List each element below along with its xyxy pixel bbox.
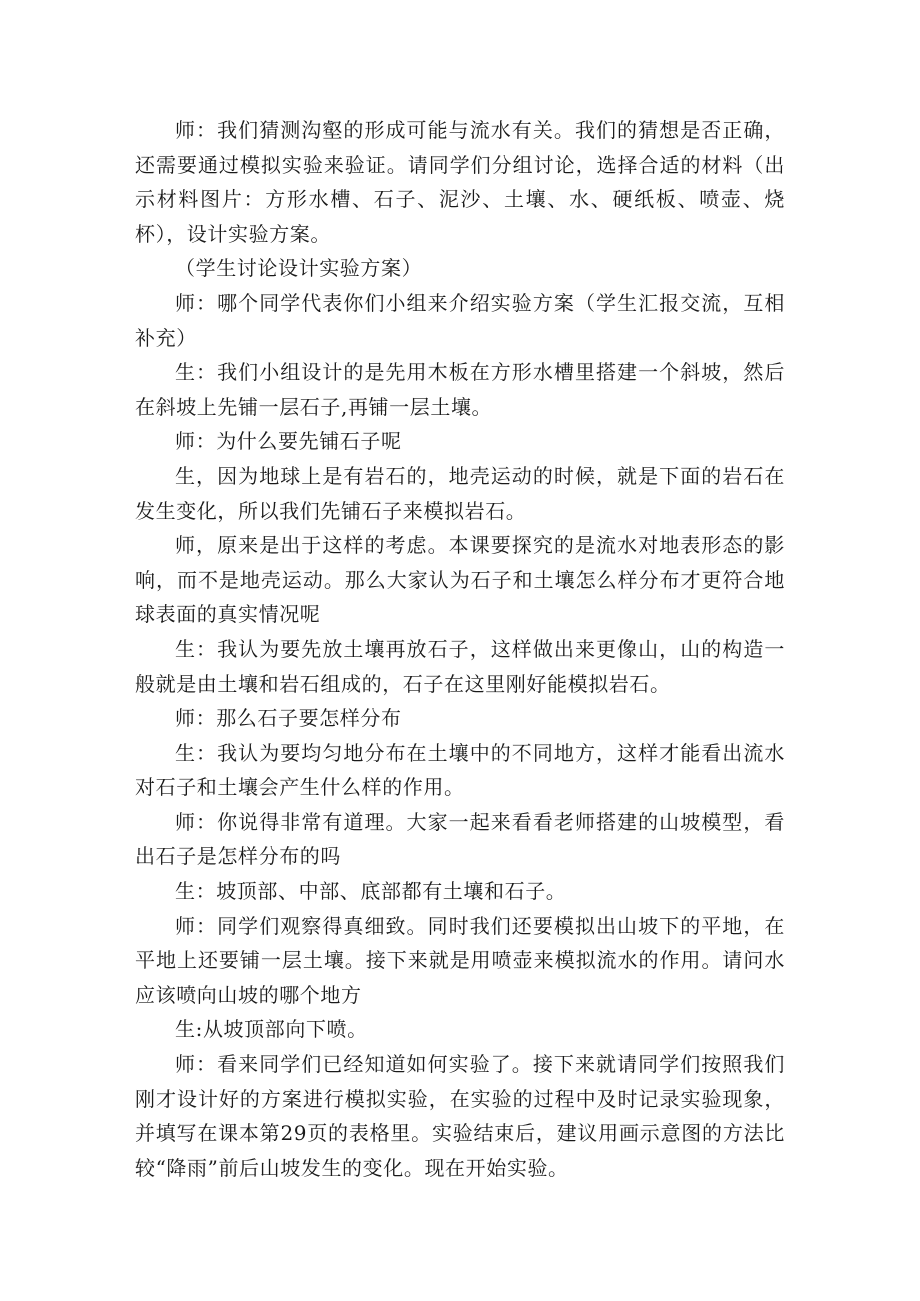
paragraph-teacher-spray: 师：同学们观察得真细致。同时我们还要模拟出山坡下的平地，在平地上还要铺一层土壤。接下来就是用喷壶来模拟流水的作用。请问水应该喷向山坡的哪个地方: [135, 913, 785, 1007]
paragraph-teacher-why-stones: 师：为什么要先铺石子呢: [175, 429, 402, 454]
paragraph-teacher-model: 师：你说得非常有道理。大家一起来看看老师搭建的山坡模型，看出石子是怎样分布的吗: [135, 809, 785, 869]
paragraph-teacher-distribution: 师：那么石子要怎样分布: [175, 706, 402, 731]
paragraph-teacher-start: 师：看来同学们已经知道如何实验了。接下来就请同学们按照我们刚才设计好的方案进行模拟实验，在实验的过程中及时记录实验现象，并填写在课本第29页的表格里。实验结束后，建议用画示意图的方法比较“降雨”前后山坡发生的变化。现在开始实验。: [135, 1052, 785, 1180]
paragraph-student-even: 生：我认为要均匀地分布在土壤中的不同地方，这样才能看出流水对石子和土壤会产生什么样的作用。: [135, 740, 785, 800]
document-body: [135, 113, 785, 1185]
paragraph-teacher-hypothesis: 师：我们猜测沟壑的形成可能与流水有关。我们的猜想是否正确，还需要通过模拟实验来验证。请同学们分组讨论，选择合适的材料（出示材料图片：方形水槽、石子、泥沙、土壤、水、硬纸板、喷壶、烧杯），设计实验方案。: [135, 118, 785, 246]
paragraph-student-plan: 生：我们小组设计的是先用木板在方形水槽里搭建一个斜坡，然后在斜坡上先铺一层石子,再铺一层土壤。: [135, 360, 785, 419]
paragraph-teacher-ask-plan: 师：哪个同学代表你们小组来介绍实验方案（学生汇报交流，互相补充）: [135, 290, 785, 350]
paragraph-student-rocks: 生，因为地球上是有岩石的，地壳运动的时候，就是下面的岩石在发生变化，所以我们先铺石子来模拟岩石。: [135, 463, 785, 523]
paragraph-student-observe: 生：坡顶部、中部、底部都有土壤和石子。: [175, 879, 567, 904]
paragraph-teacher-surface: 师，原来是出于这样的考虑。本课要探究的是流水对地表形态的影响，而不是地壳运动。那么大家认为石子和土壤怎么样分布才更符合地球表面的真实情况呢: [135, 533, 785, 627]
paragraph-student-spray-top: 生:从坡顶部向下喷。: [175, 1017, 368, 1042]
paragraph-student-discussion: （学生讨论设计实验方案）: [175, 256, 423, 281]
paragraph-student-soil-first: 生：我认为要先放土壤再放石子，这样做出来更像山，山的构造一般就是由土壤和岩石组成的，石子在这里刚好能模拟岩石。: [135, 636, 785, 696]
